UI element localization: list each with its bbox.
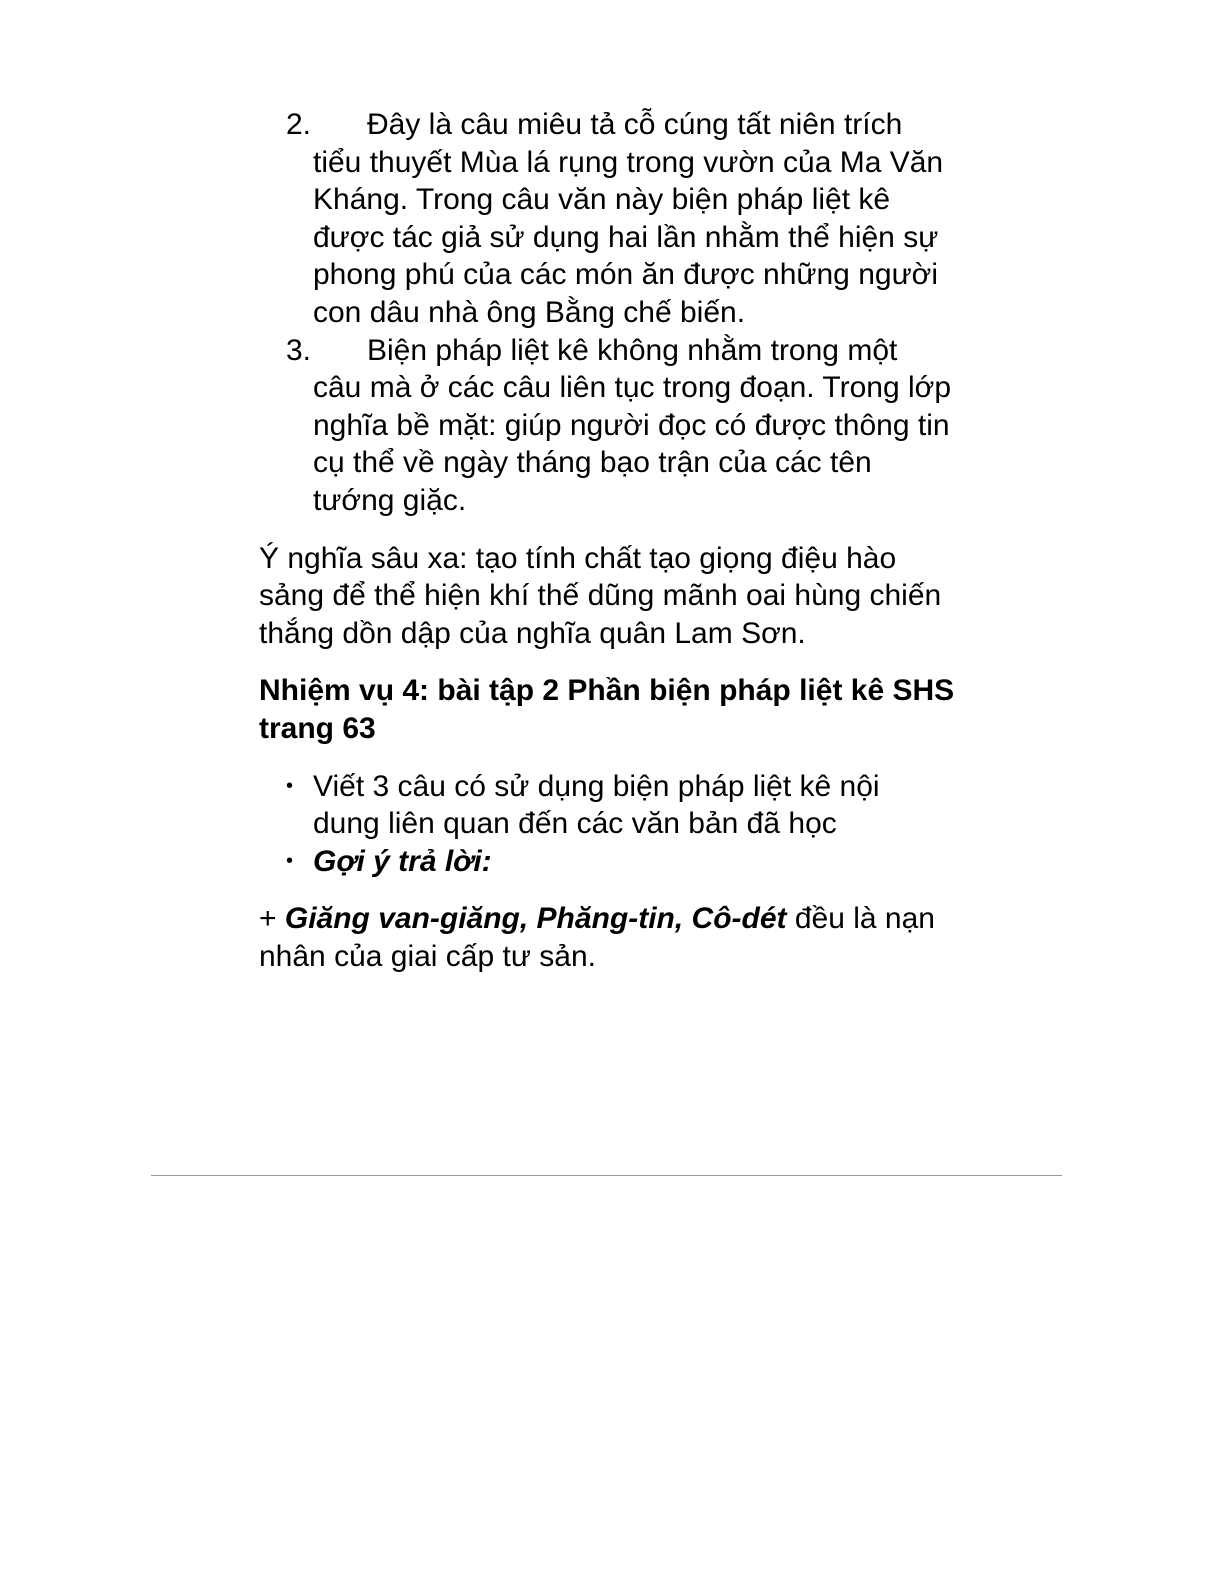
item-number: 3. <box>286 333 312 367</box>
bullet-item-hint <box>259 843 933 881</box>
answer-rest: đều là nạn nhân của giai cấp tư sản. <box>259 902 935 973</box>
bullet-icon: • <box>286 774 294 797</box>
answer-prefix: + <box>259 902 285 936</box>
bullet-hint-text: Gợi ý trả lời: <box>313 844 492 878</box>
page-content <box>259 106 969 975</box>
item-text: Đây là câu miêu tả cỗ cúng tất niên trích tiểu thuyết Mùa lá rụng trong vườn của Ma Văn Kháng. Trong câu văn này biện pháp liệt kê được tác giả sử dụng hai lần nhằm thể hiện sự phong phú của các món ăn được những người con dâu nhà ông Bằng chế biến. <box>313 108 944 329</box>
answer-paragraph <box>259 900 959 975</box>
item-text: Biện pháp liệt kê không nhằm trong một câu mà ở các câu liên tục trong đoạn. Trong lớp nghĩa bề mặt: giúp người đọc có được thông tin cụ thể về ngày tháng bạo trận của các tên tướng giặc. <box>313 333 952 517</box>
page-divider <box>151 1175 1062 1176</box>
answer-names: Giăng van-giăng, Phăng-tin, Cô-dét <box>284 902 787 936</box>
deep-meaning-paragraph: Ý nghĩa sâu xa: tạo tính chất tạo giọng điệu hào sảng để thể hiện khí thế dũng mãnh oai hùng chiến thắng dồn dập của nghĩa quân Lam Sơn. <box>259 541 942 650</box>
task-heading: Nhiệm vụ 4: bài tập 2 Phần biện pháp liệt kê SHS trang 63 <box>259 674 955 745</box>
bullet-task-text: Viết 3 câu có sử dụng biện pháp liệt kê nội dung liên quan đến các văn bản đã học <box>313 769 880 841</box>
numbered-item-3 <box>259 332 953 520</box>
item-number: 2. <box>286 108 312 141</box>
bullet-icon: • <box>286 849 294 872</box>
bullet-list <box>259 768 969 881</box>
bullet-item-task <box>259 768 933 843</box>
numbered-item-2 <box>259 106 953 332</box>
